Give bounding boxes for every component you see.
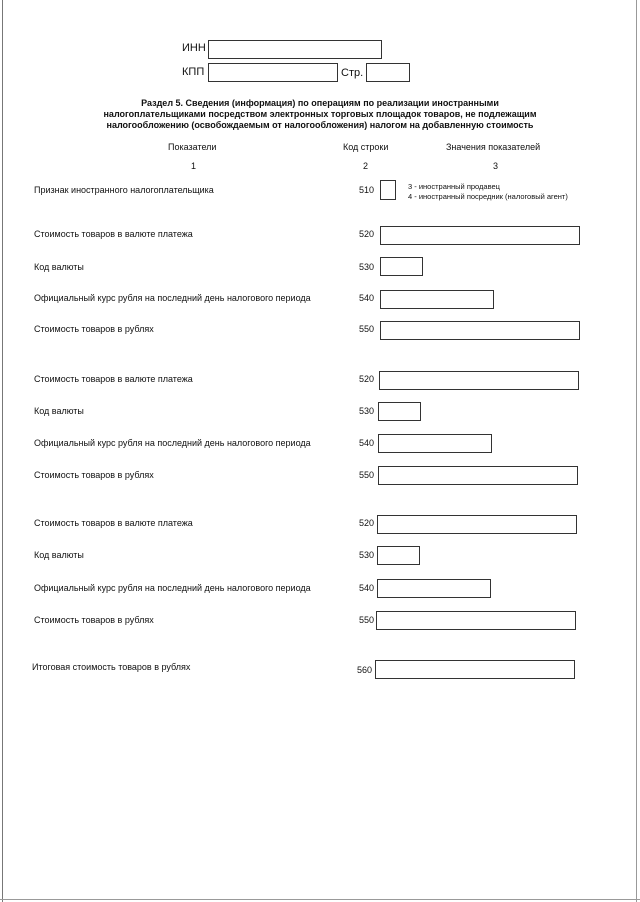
block3-row-530-code: 530 [358, 550, 374, 560]
block2-row-540-field[interactable] [378, 434, 492, 453]
block2-row-520-field[interactable] [379, 371, 579, 390]
block1-row-540-label: Официальный курс рубля на последний день налогового периода [34, 293, 311, 303]
block1-row-540-code: 540 [358, 293, 374, 303]
row-560-field[interactable] [375, 660, 575, 679]
kpp-field[interactable] [208, 63, 338, 82]
block2-row-540-code: 540 [358, 438, 374, 448]
column-number-1: 1 [191, 161, 197, 171]
block2-row-540-label: Официальный курс рубля на последний день налогового периода [34, 438, 311, 448]
block3-row-540-field[interactable] [377, 579, 491, 598]
block2-row-530-label: Код валюты [34, 406, 84, 416]
row-510-field[interactable] [380, 180, 396, 200]
row-510-option-3: 3 - иностранный продавец [408, 182, 500, 191]
section-title-line-2: налогоплательщиками посредством электронных торговых площадок товаров, не подлежащим [103, 109, 537, 119]
block2-row-550-field[interactable] [378, 466, 578, 485]
block1-row-550-label: Стоимость товаров в рублях [34, 324, 154, 334]
block2-row-520-code: 520 [358, 374, 374, 384]
block3-row-550-label: Стоимость товаров в рублях [34, 615, 154, 625]
column-header-values: Значения показателей [446, 142, 541, 152]
block1-row-520-label: Стоимость товаров в валюте платежа [34, 229, 193, 239]
block3-row-520-field[interactable] [377, 515, 577, 534]
row-510-label: Признак иностранного налогоплательщика [34, 185, 214, 195]
column-header-line-code: Код строки [343, 142, 389, 152]
column-header-indicators: Показатели [168, 142, 217, 152]
block3-row-550-code: 550 [358, 615, 374, 625]
block3-row-520-code: 520 [358, 518, 374, 528]
block1-row-550-code: 550 [358, 324, 374, 334]
scan-edge-right [636, 0, 637, 902]
section-title-line-3: налогообложению (освобождаемым от налогообложения) налогом на добавленную стоимость [106, 120, 534, 130]
block2-row-550-code: 550 [358, 470, 374, 480]
block3-row-530-label: Код валюты [34, 550, 84, 560]
column-number-3: 3 [493, 161, 499, 171]
block1-row-540-field[interactable] [380, 290, 494, 309]
block1-row-520-code: 520 [358, 229, 374, 239]
block2-row-530-code: 530 [358, 406, 374, 416]
row-560-code: 560 [356, 665, 372, 675]
block3-row-520-label: Стоимость товаров в валюте платежа [34, 518, 193, 528]
block1-row-530-label: Код валюты [34, 262, 84, 272]
block1-row-530-field[interactable] [380, 257, 423, 276]
block2-row-520-label: Стоимость товаров в валюте платежа [34, 374, 193, 384]
block1-row-550-field[interactable] [380, 321, 580, 340]
scan-edge-bottom [0, 899, 640, 900]
page-number-field[interactable] [366, 63, 410, 82]
section-title [60, 98, 580, 131]
block3-row-550-field[interactable] [376, 611, 576, 630]
row-510-option-4: 4 - иностранный посредник (налоговый агент) [408, 192, 568, 201]
kpp-label: КПП [182, 66, 205, 78]
block3-row-540-label: Официальный курс рубля на последний день налогового периода [34, 583, 311, 593]
block2-row-550-label: Стоимость товаров в рублях [34, 470, 154, 480]
inn-field[interactable] [208, 40, 382, 59]
block2-row-530-field[interactable] [378, 402, 421, 421]
row-510-code: 510 [358, 185, 374, 195]
page-label: Стр. [341, 67, 364, 79]
block1-row-530-code: 530 [358, 262, 374, 272]
column-number-2: 2 [363, 161, 369, 171]
block1-row-520-field[interactable] [380, 226, 580, 245]
row-560-label: Итоговая стоимость товаров в рублях [32, 662, 191, 672]
scan-edge-left [2, 0, 3, 902]
block3-row-530-field[interactable] [377, 546, 420, 565]
inn-label: ИНН [182, 42, 206, 54]
block3-row-540-code: 540 [358, 583, 374, 593]
section-title-line-1: Раздел 5. Сведения (информация) по операциям по реализации иностранными [141, 98, 499, 108]
